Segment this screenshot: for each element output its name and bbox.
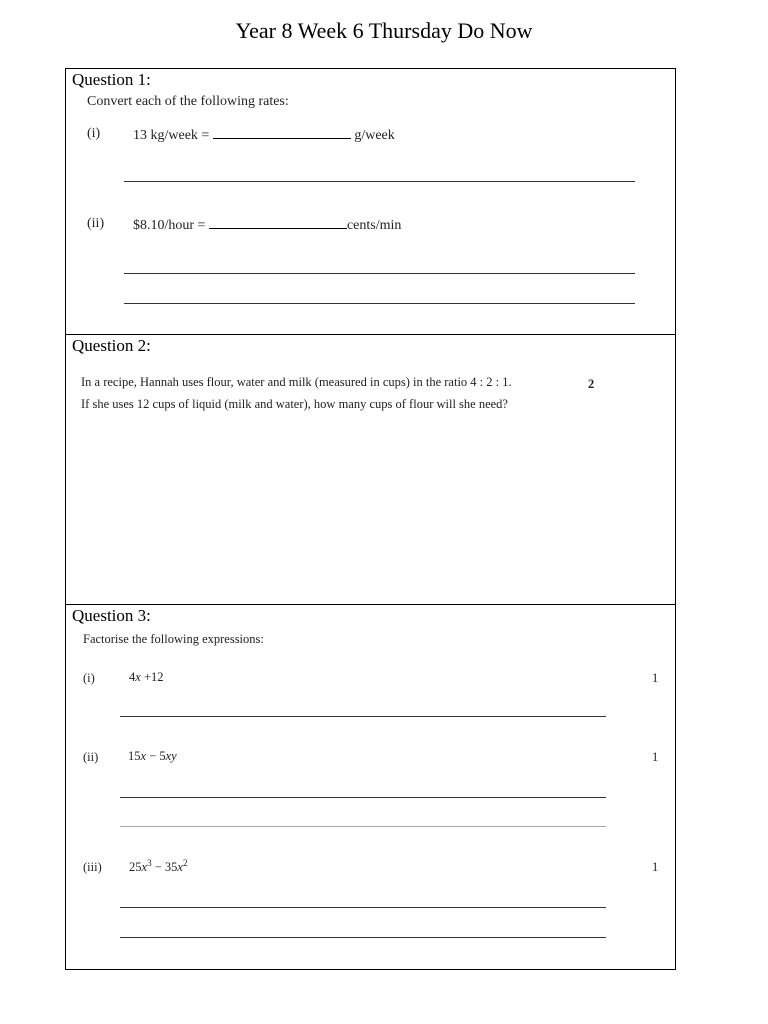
- answer-line[interactable]: [124, 303, 635, 304]
- question-3-part-iii-expression: $25x^3 - 35x^2$: [129, 858, 188, 875]
- question-1-instruction: Convert each of the following rates:: [87, 94, 289, 109]
- question-1-box: [65, 68, 676, 335]
- answer-line[interactable]: [124, 273, 635, 274]
- answer-line[interactable]: [124, 181, 635, 182]
- question-2-marks: 2: [588, 377, 595, 391]
- question-3-part-i-mark: 1: [652, 671, 659, 685]
- question-1-part-i-blank[interactable]: [213, 126, 351, 139]
- question-2-box: [65, 334, 676, 605]
- question-1-part-ii-blank[interactable]: [209, 216, 347, 229]
- answer-line[interactable]: [120, 826, 606, 827]
- question-3-part-ii-mark: 1: [652, 750, 659, 764]
- question-3-part-ii-number: (ii): [83, 750, 99, 764]
- question-3-instruction: Factorise the following expressions:: [83, 632, 264, 646]
- question-3-box: [65, 604, 676, 970]
- question-3-part-iii-mark: 1: [652, 860, 659, 874]
- question-1-part-i: [133, 126, 395, 144]
- question-3-part-i-number: (i): [83, 671, 95, 685]
- question-3-part-iii-number: (iii): [83, 860, 102, 874]
- question-1-label: Question 1:: [72, 70, 151, 89]
- question-1-part-ii-rate: $8.10/hour =: [133, 218, 206, 233]
- question-1-part-ii-unit: cents/min: [346, 218, 402, 233]
- question-1-part-ii-number: (ii): [87, 216, 105, 231]
- answer-line[interactable]: [120, 907, 606, 908]
- answer-line[interactable]: [120, 937, 606, 938]
- page-title: Year 8 Week 6 Thursday Do Now: [235, 18, 533, 43]
- question-2-answer-space[interactable]: [76, 425, 666, 595]
- answer-line[interactable]: [120, 797, 606, 798]
- question-2-label: Question 2:: [72, 336, 151, 355]
- question-3-part-ii-expression: 15x − 5xy: [128, 749, 177, 763]
- question-3-label: Question 3:: [72, 606, 151, 625]
- question-3-part-i-expression: 4x +12: [129, 670, 164, 684]
- question-2-line-1: In a recipe, Hannah uses flour, water and milk (measured in cups) in the ratio 4 : 2 : 1.: [81, 375, 512, 389]
- question-1-part-i-number: (i): [87, 126, 101, 141]
- question-1-part-i-rate: 13 kg/week =: [133, 128, 210, 143]
- answer-line[interactable]: [120, 716, 606, 717]
- question-1-part-i-unit: g/week: [350, 128, 395, 143]
- question-2-line-2: If she uses 12 cups of liquid (milk and water), how many cups of flour will she need?: [81, 397, 508, 411]
- question-1-part-ii: [133, 216, 401, 234]
